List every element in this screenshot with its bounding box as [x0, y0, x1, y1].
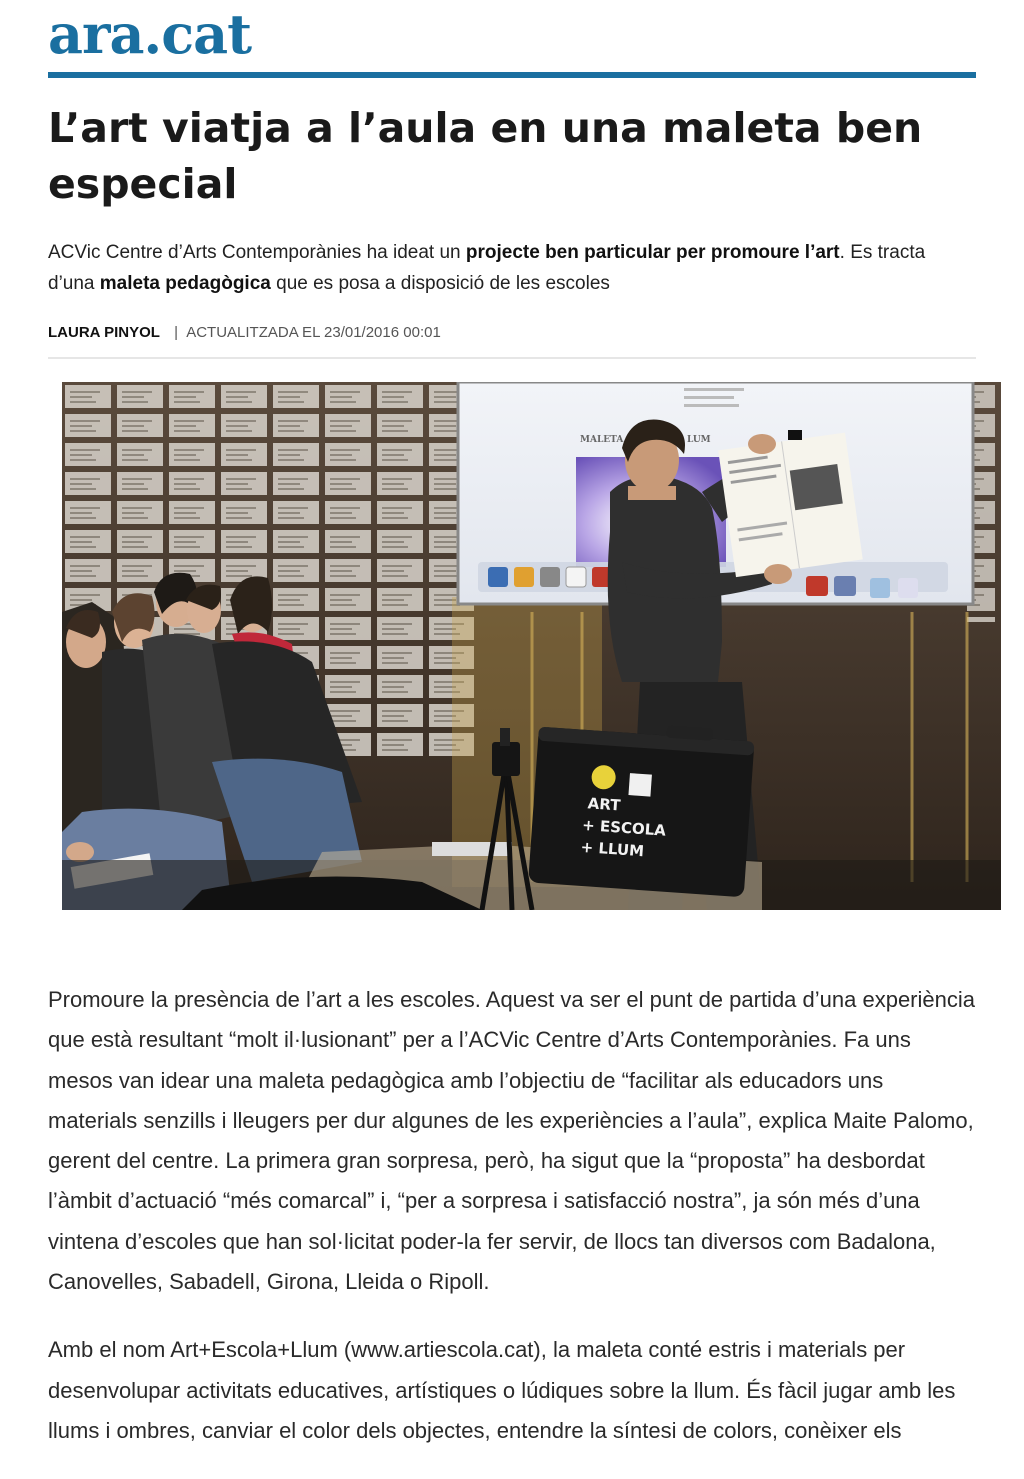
byline-separator: | [174, 324, 179, 341]
article-photo[interactable] [62, 382, 1001, 910]
subtitle-emphasis: projecte ben particular per promoure l’art [465, 242, 840, 263]
article-body [48, 980, 976, 1479]
author-link[interactable]: LAURA PINYOL [48, 324, 160, 341]
subtitle-emphasis: maleta pedagògica [99, 273, 271, 294]
article-headline: L’art viatja a l’aula en una maleta ben especial [48, 104, 923, 208]
case-label-escola: + ESCOLA [581, 815, 667, 840]
case-label-art: ART [587, 794, 622, 815]
site-logo[interactable]: ara.cat [48, 2, 252, 66]
header-rule [48, 72, 976, 78]
updated-timestamp: ACTUALITZADA EL 23/01/2016 00:01 [186, 324, 441, 341]
subtitle-text: que es posa a disposició de les escoles [270, 273, 610, 294]
byline-divider [48, 357, 976, 359]
body-paragraph: Amb el nom Art+Escola+Llum (www.artiescola.cat), la maleta conté estris i materials per desenvolupar activitats educatives, artístiques o lúdiques sobre la llum. És fàcil jugar amb les llums i ombres, canviar el color dels objectes, entendre la síntesi de colors, conèixer els [48, 1337, 956, 1443]
screen-heading: MALETA [580, 435, 624, 445]
screen-heading-end: LUM [687, 435, 711, 445]
photo-illustration [62, 382, 1001, 910]
byline [48, 322, 441, 344]
subtitle-text: . Es tracta d’una [48, 242, 926, 294]
body-paragraph: Promoure la presència de l’art a les escoles. Aquest va ser el punt de partida d’una experiència que està resultant “molt il·lusionant” per a l’ACVic Centre d’Arts Contemporànies. Fa uns mesos van idear una maleta pedagògica amb l’objectiu de “facilitar als educadors uns materials senzills i lleugers per dur algunes de les experiències a l’aula”, explica Maite Palomo, gerent del centre. La primera gran sorpresa, però, ha sigut que la “proposta” ha desbordat l’àmbit d’actuació “més comarcal” i, “per a sorpresa i satisfacció nostra”, ja són més d’una vintena d’escoles que han sol·licitat poder-la fer servir, de llocs tan diversos com Badalona, Canovelles, Sabadell, Girona, Lleida o Ripoll. [48, 987, 975, 1295]
article-subtitle [48, 237, 976, 299]
case-label-llum: + LLUM [580, 837, 645, 861]
subtitle-text: ACVic Centre d’Arts Contemporànies ha ideat un [48, 242, 466, 263]
